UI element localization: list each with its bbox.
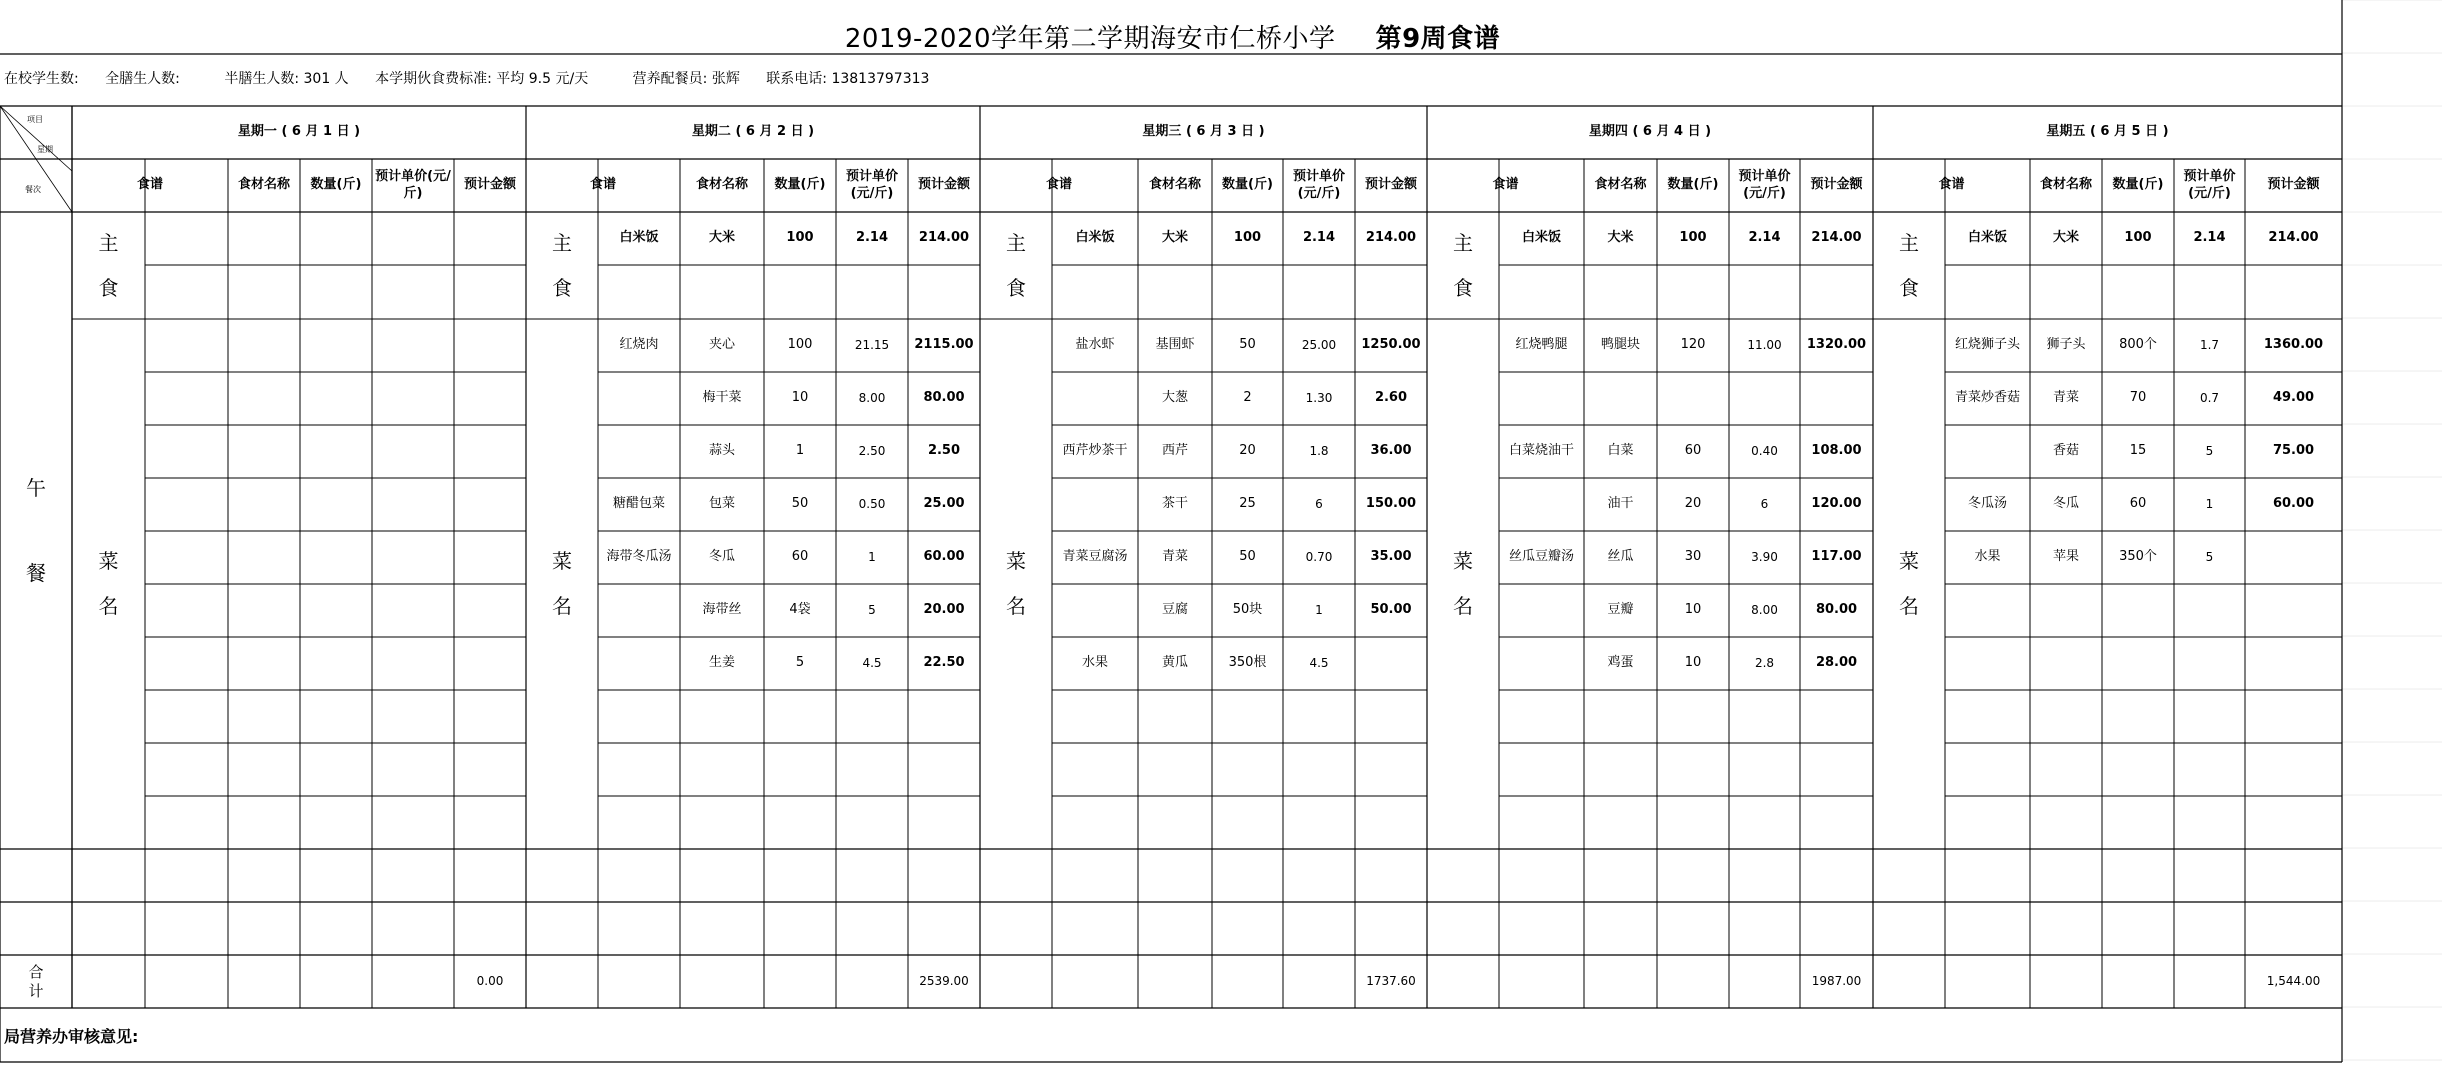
dish-ingredient: 黄瓜	[1161, 655, 1188, 671]
col-header: 食材名称	[2039, 177, 2092, 193]
staple-amount: 214.00	[1365, 230, 1417, 246]
dish-menu	[598, 425, 680, 478]
dish-price: 2.50	[858, 444, 886, 458]
dishes-label	[1873, 319, 1945, 849]
dish-qty: 25	[1239, 496, 1256, 512]
dish-ingredient: 丝瓜	[1607, 549, 1634, 565]
col-header: 数量(斤)	[310, 177, 362, 193]
col-header: 预计单价(元/斤)	[1738, 169, 1791, 201]
dish-amount: 60.00	[923, 549, 965, 565]
lunch-char: 午	[26, 475, 46, 500]
staple-label-char: 食	[1006, 275, 1026, 300]
dish-menu: 红烧肉	[619, 337, 659, 353]
total-char: 合	[28, 962, 44, 981]
dish-menu: 红烧狮子头	[1954, 337, 2020, 353]
dishes-label	[72, 319, 145, 849]
dish-qty: 5	[795, 655, 805, 671]
dish-amount: 1320.00	[1806, 337, 1867, 353]
dish-menu	[1499, 584, 1584, 637]
col-header: 预计金额	[917, 177, 970, 193]
students-count: 在校学生数:	[4, 71, 79, 87]
dish-amount: 60.00	[2272, 496, 2315, 512]
dish-ingredient: 狮子头	[2046, 337, 2086, 353]
dish-price: 25.00	[1301, 338, 1337, 352]
lunch-char: 餐	[26, 560, 46, 585]
dish-amount: 120.00	[1811, 496, 1862, 512]
dish-amount: 80.00	[1815, 602, 1858, 618]
dish-amount: 117.00	[1811, 549, 1862, 565]
week-title: 第9周食谱	[1375, 24, 1501, 54]
staple-label	[1427, 212, 1499, 319]
dish-menu	[598, 584, 680, 637]
dish-price: 8.00	[858, 391, 886, 405]
dish-menu: 西芹炒茶干	[1062, 443, 1128, 459]
col-header: 预计单价(元/斤)	[375, 169, 451, 201]
dish-menu	[1945, 425, 2030, 478]
dishes-label-char: 名	[1453, 594, 1473, 618]
staple-menu: 白米饭	[619, 230, 659, 246]
dish-amount: 2.60	[1374, 390, 1408, 406]
dish-ingredient: 油干	[1607, 496, 1634, 512]
col-header: 预计单价(元/斤)	[845, 169, 898, 201]
staple-ingredient: 大米	[2052, 230, 2079, 246]
dishes-label-char: 菜	[98, 549, 119, 573]
dish-ingredient: 大葱	[1161, 390, 1188, 406]
dish-ingredient: 鸡蛋	[1607, 655, 1634, 671]
day-total: 2539.00	[919, 974, 969, 988]
dish-menu	[1052, 478, 1138, 531]
fee-standard: 本学期伙食费标准: 平均 9.5 元/天	[375, 71, 589, 87]
dish-amount: 1250.00	[1361, 337, 1421, 353]
dish-price: 6	[1315, 497, 1323, 511]
dish-qty: 350个	[2119, 549, 2157, 565]
col-header-menu: 食谱	[1045, 177, 1072, 193]
dish-ingredient: 海带丝	[702, 602, 742, 618]
day-title: 星期一 ( 6 月 1 日 )	[237, 124, 361, 140]
col-header: 食材名称	[695, 177, 748, 193]
dishes-label-char: 名	[1899, 594, 1919, 618]
half-meal-count: 半膳生人数: 301 人	[224, 71, 349, 87]
dish-menu: 盐水虾	[1075, 337, 1115, 353]
col-header-menu: 食谱	[1938, 177, 1965, 193]
dish-qty: 30	[1684, 549, 1702, 565]
dishes-label-char: 菜	[1006, 549, 1026, 573]
dishes-label	[980, 319, 1052, 849]
dish-amount: 75.00	[2272, 443, 2315, 459]
dish-price: 1	[2205, 497, 2214, 511]
dish-menu: 糖醋包菜	[612, 496, 665, 512]
staple-qty: 100	[1233, 230, 1262, 246]
day-total: 1737.60	[1366, 974, 1416, 988]
dishes-label	[526, 319, 598, 849]
dish-ingredient: 香菇	[2052, 443, 2079, 459]
staple-ingredient: 大米	[1161, 230, 1188, 246]
dish-qty: 50块	[1232, 602, 1263, 618]
col-header: 预计金额	[463, 177, 516, 193]
dish-amount: 35.00	[1370, 549, 1412, 565]
dish-qty: 50	[1239, 337, 1256, 353]
dish-price: 4.5	[1309, 656, 1329, 670]
dish-menu: 红烧鸭腿	[1515, 337, 1568, 353]
dish-ingredient: 青菜	[1161, 549, 1188, 565]
dish-price: 5	[868, 603, 876, 617]
staple-amount: 214.00	[918, 230, 970, 246]
col-header-menu: 食谱	[589, 177, 616, 193]
dish-ingredient: 冬瓜	[708, 549, 735, 565]
corner-label: 餐次	[25, 185, 41, 194]
dish-menu: 青菜炒香菇	[1954, 390, 2020, 406]
staple-menu: 白米饭	[1521, 230, 1561, 246]
total-char: 计	[28, 981, 44, 1000]
dish-qty: 60	[2129, 496, 2147, 512]
dish-qty: 20	[1239, 443, 1256, 459]
staple-qty: 100	[786, 230, 814, 246]
dish-qty: 10	[791, 390, 809, 406]
dish-price: 0.70	[1305, 550, 1333, 564]
dish-qty: 4袋	[789, 602, 811, 618]
dish-price: 11.00	[1747, 338, 1782, 352]
dish-qty: 20	[1684, 496, 1702, 512]
col-header: 预计金额	[1364, 177, 1417, 193]
dish-ingredient: 苹果	[2052, 549, 2079, 565]
dish-price: 5	[2205, 550, 2214, 564]
contact-phone: 联系电话: 13813797313	[766, 71, 930, 87]
dish-price: 1.8	[1309, 444, 1329, 458]
school-title: 2019-2020学年第二学期海安市仁桥小学	[844, 24, 1336, 54]
dish-menu	[1499, 637, 1584, 690]
staple-qty: 100	[2124, 230, 2152, 246]
dish-menu	[1052, 584, 1138, 637]
dish-ingredient: 梅干菜	[702, 390, 742, 406]
staple-price: 2.14	[1748, 230, 1781, 246]
dish-ingredient: 西芹	[1161, 443, 1188, 459]
dish-price: 3.90	[1751, 550, 1778, 564]
dish-menu: 丝瓜豆瓣汤	[1508, 549, 1574, 565]
dish-ingredient: 蒜头	[708, 443, 735, 459]
staple-label	[72, 212, 145, 319]
dish-qty: 60	[1684, 443, 1702, 459]
col-header: 预计单价(元/斤)	[2183, 169, 2236, 201]
dish-ingredient: 鸭腿块	[1600, 337, 1640, 353]
col-header: 食材名称	[237, 177, 290, 193]
dish-menu: 白菜烧油干	[1508, 443, 1574, 459]
dish-amount: 22.50	[923, 655, 965, 671]
dish-ingredient: 白菜	[1607, 443, 1634, 459]
dish-ingredient: 豆腐	[1161, 602, 1188, 618]
full-meal-count: 全膳生人数:	[105, 71, 180, 87]
dishes-label-char: 名	[1006, 594, 1026, 618]
dish-qty: 100	[787, 337, 813, 353]
staple-label-char: 主	[1899, 230, 1919, 255]
dish-ingredient: 茶干	[1161, 496, 1188, 512]
day-title: 星期三 ( 6 月 3 日 )	[1142, 124, 1265, 140]
dish-price: 5	[2205, 444, 2214, 458]
dish-price: 1.7	[2199, 338, 2220, 352]
dish-menu: 青菜豆腐汤	[1062, 549, 1128, 565]
dish-price: 0.40	[1751, 444, 1778, 458]
dish-price: 2.8	[1754, 656, 1775, 670]
dish-price: 6	[1760, 497, 1769, 511]
dish-amount: 49.00	[2272, 390, 2315, 406]
review-label: 局营养办审核意见:	[4, 1027, 139, 1046]
dish-qty: 10	[1684, 655, 1702, 671]
day-title: 星期二 ( 6 月 2 日 )	[691, 124, 815, 140]
dish-menu	[598, 372, 680, 425]
col-header-menu: 食谱	[136, 177, 163, 193]
staple-amount: 214.00	[1811, 230, 1862, 246]
dish-qty: 350根	[1228, 655, 1267, 671]
dish-amount: 108.00	[1811, 443, 1862, 459]
dish-menu: 水果	[1081, 655, 1108, 671]
dish-price: 0.50	[858, 497, 886, 511]
dish-ingredient: 冬瓜	[2052, 496, 2079, 512]
dish-amount: 80.00	[923, 390, 965, 406]
day-total: 1,544.00	[2266, 974, 2321, 988]
staple-price: 2.14	[855, 230, 889, 246]
staple-label-char: 主	[552, 230, 572, 255]
dishes-label	[1427, 319, 1499, 849]
total-label	[0, 955, 72, 1008]
dish-amount: 2.50	[927, 443, 961, 459]
dish-menu: 水果	[1974, 549, 2001, 565]
dish-qty: 50	[791, 496, 809, 512]
dish-amount: 36.00	[1370, 443, 1412, 459]
nutrition-staff: 营养配餐员: 张辉	[632, 71, 740, 87]
staple-label-char: 主	[1006, 230, 1026, 255]
dishes-label-char: 菜	[552, 549, 572, 573]
staple-menu: 白米饭	[1967, 230, 2007, 246]
col-header: 数量(斤)	[1222, 177, 1273, 193]
dish-price: 0.7	[2199, 391, 2220, 405]
dish-price: 1	[868, 550, 876, 564]
dishes-label-char: 名	[552, 594, 572, 618]
dish-amount: 25.00	[923, 496, 965, 512]
staple-label	[1873, 212, 1945, 319]
staple-menu: 白米饭	[1075, 230, 1115, 246]
staple-ingredient: 大米	[1607, 230, 1634, 246]
dishes-label-char: 菜	[1899, 549, 1919, 573]
dish-ingredient: 夹心	[708, 337, 735, 353]
col-header: 预计单价(元/斤)	[1292, 169, 1345, 201]
dish-price: 1.30	[1305, 391, 1333, 405]
dishes-label-char: 名	[98, 594, 119, 618]
dish-price: 4.5	[862, 656, 882, 670]
dish-amount: 150.00	[1365, 496, 1417, 512]
corner-label: 星期	[37, 145, 53, 154]
dish-qty: 1	[795, 443, 805, 459]
dish-menu	[1499, 478, 1584, 531]
dish-ingredient: 豆瓣	[1607, 602, 1634, 618]
dish-amount: 20.00	[923, 602, 965, 618]
col-header: 食材名称	[1148, 177, 1201, 193]
staple-qty: 100	[1679, 230, 1707, 246]
dish-amount: 2115.00	[914, 337, 974, 353]
staple-label	[980, 212, 1052, 319]
staple-label-char: 食	[1453, 275, 1473, 300]
dish-price: 8.00	[1751, 603, 1778, 617]
dish-qty: 60	[791, 549, 809, 565]
dish-qty: 10	[1684, 602, 1702, 618]
dish-amount: 28.00	[1815, 655, 1858, 671]
col-header: 预计金额	[1810, 177, 1863, 193]
col-header: 数量(斤)	[1667, 177, 1719, 193]
dish-price: 21.15	[854, 338, 890, 352]
col-header: 食材名称	[1594, 177, 1647, 193]
dish-menu: 海带冬瓜汤	[606, 549, 672, 565]
staple-price: 2.14	[2193, 230, 2226, 246]
dish-menu	[1052, 372, 1138, 425]
dish-ingredient: 生姜	[708, 655, 735, 671]
dish-price: 1	[1315, 603, 1323, 617]
staple-label-char: 食	[1899, 275, 1919, 300]
lunch-label	[0, 212, 72, 849]
staple-ingredient: 大米	[708, 230, 735, 246]
dish-ingredient: 青菜	[2052, 390, 2079, 406]
day-total: 1987.00	[1811, 974, 1862, 988]
dish-amount	[1355, 637, 1427, 690]
staple-label-char: 食	[552, 275, 572, 300]
corner-label: 项目	[27, 115, 43, 124]
dish-menu: 冬瓜汤	[1967, 496, 2007, 512]
col-header: 数量(斤)	[774, 177, 826, 193]
dish-qty: 120	[1680, 337, 1706, 353]
dish-amount: 50.00	[1370, 602, 1412, 618]
staple-label	[526, 212, 598, 319]
dish-qty: 50	[1239, 549, 1256, 565]
col-header-menu: 食谱	[1492, 177, 1519, 193]
dish-qty: 2	[1243, 390, 1252, 406]
staple-label-char: 食	[98, 275, 119, 300]
col-header: 数量(斤)	[2112, 177, 2164, 193]
day-title: 星期五 ( 6 月 5 日 )	[2046, 124, 2169, 140]
dish-ingredient: 包菜	[708, 496, 735, 512]
dish-amount	[2245, 531, 2342, 584]
staple-label-char: 主	[98, 230, 119, 255]
dish-amount: 1360.00	[2263, 337, 2324, 353]
dish-menu	[598, 637, 680, 690]
dish-qty: 800个	[2119, 337, 2157, 353]
staple-label-char: 主	[1453, 230, 1473, 255]
day-title: 星期四 ( 6 月 4 日 )	[1588, 124, 1712, 140]
dishes-label-char: 菜	[1453, 549, 1473, 573]
staple-price: 2.14	[1302, 230, 1336, 246]
dish-qty: 15	[2129, 443, 2147, 459]
col-header: 预计金额	[2267, 177, 2320, 193]
dish-ingredient: 基围虾	[1155, 337, 1195, 353]
staple-amount: 214.00	[2268, 230, 2319, 246]
dish-qty: 70	[2129, 390, 2147, 406]
day-total: 0.00	[476, 974, 504, 988]
